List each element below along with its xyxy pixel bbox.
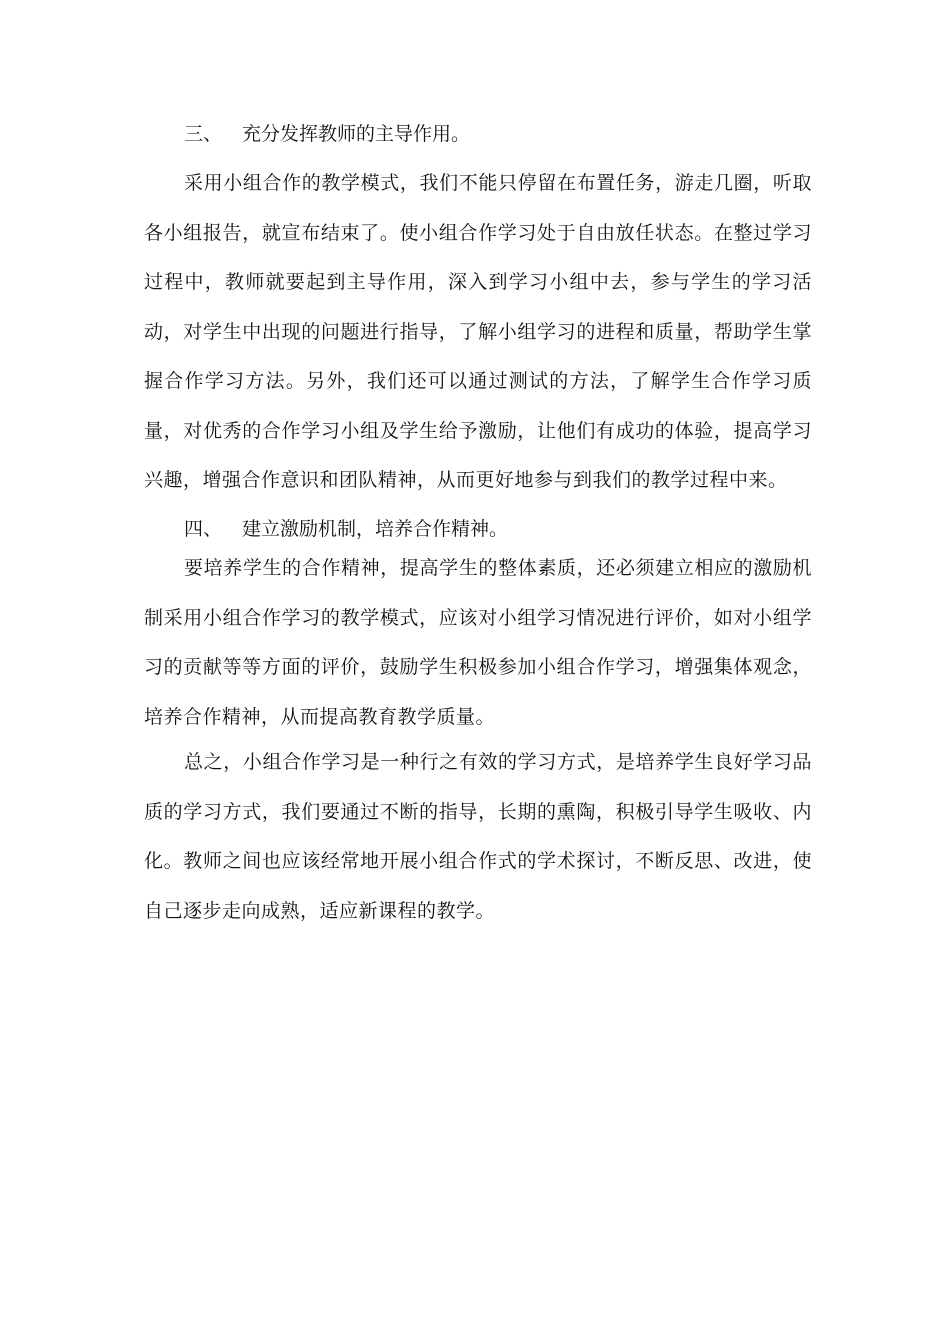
section-title: 建立激励机制，培养合作精神。	[242, 518, 509, 540]
paragraph: 要培养学生的合作精神，提高学生的整体素质，还必须建立相应的激励机制采用小组合作学习的教学模式，应该对小组学习情况进行评价，如对小组学习的贡献等等方面的评价，鼓励学生积极参加小组合作学习，增强集体观念，培养合作精神，从而提高教育教学质量。	[144, 557, 812, 728]
section-number: 四、	[184, 518, 223, 540]
section-body-4	[144, 544, 812, 742]
section-title: 充分发挥教师的主导作用。	[242, 123, 471, 145]
section-heading-3	[184, 110, 470, 160]
paragraph: 采用小组合作的教学模式，我们不能只停留在布置任务，游走几圈，听取各小组报告，就宣布结束了。使小组合作学习处于自由放任状态。在整过学习过程中，教师就要起到主导作用，深入到学习小组中去，参与学生的学习活动，对学生中出现的问题进行指导，了解小组学习的进程和质量，帮助学生掌握合作学习方法。另外，我们还可以通过测试的方法，了解学生合作学习质量，对优秀的合作学习小组及学生给予激励，让他们有成功的体验，提高学习兴趣，增强合作意识和团队精神，从而更好地参与到我们的教学过程中来。	[144, 172, 812, 491]
section-number: 三、	[184, 123, 223, 145]
section-body-3	[144, 159, 812, 506]
conclusion-block	[144, 738, 812, 936]
conclusion-paragraph: 总之，小组合作学习是一种行之有效的学习方式，是培养学生良好学习品质的学习方式，我们要通过不断的指导，长期的熏陶，积极引导学生吸收、内化。教师之间也应该经常地开展小组合作式的学术探讨，不断反思、改进，使自己逐步走向成熟，适应新课程的教学。	[144, 751, 812, 922]
